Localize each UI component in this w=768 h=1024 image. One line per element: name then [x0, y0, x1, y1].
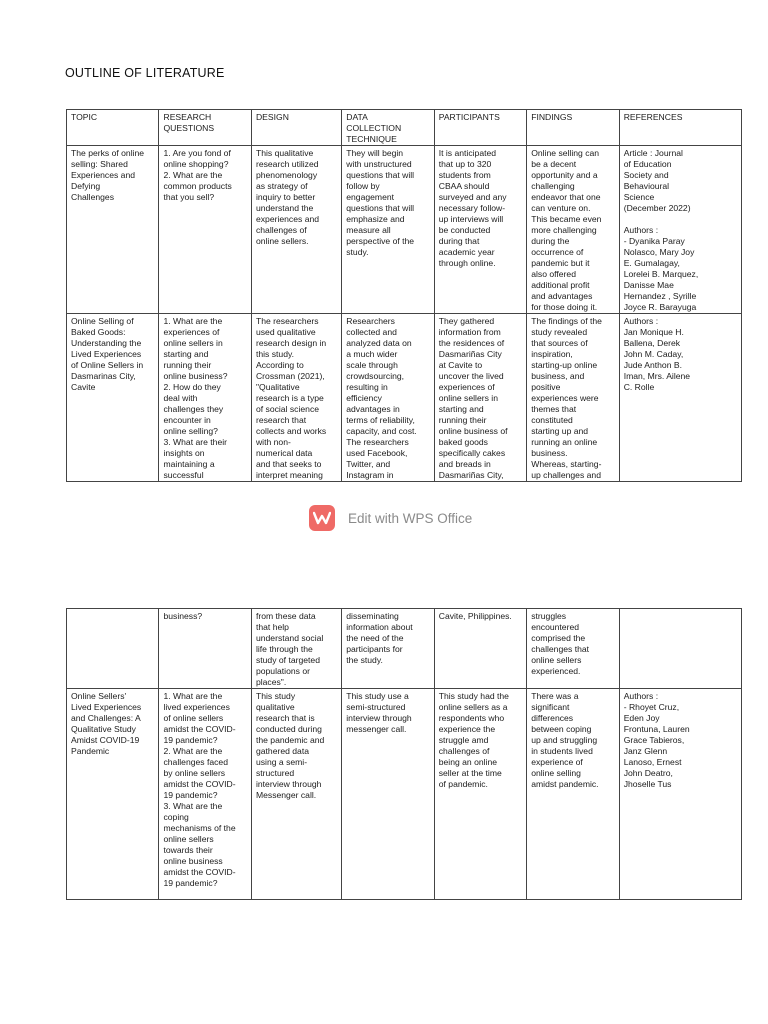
cell-references	[619, 609, 741, 689]
cell-topic	[67, 609, 159, 689]
wps-watermark[interactable]	[309, 504, 472, 532]
table-header-row	[67, 110, 742, 146]
cell-design: This qualitative research utilized phenomenology as strategy of inquiry to better understand the experiences and challenges of online sellers.	[251, 146, 341, 314]
cell-design: from these data that help understand social life through the study of targeted populations or places".	[251, 609, 341, 689]
cell-research-questions: 1. What are the experiences of online sellers in starting and running their online business? 2. How do they deal with challenges they encounter in online selling? 3. What are their insights on maintaining a successful	[159, 314, 251, 482]
table-row	[67, 689, 742, 900]
cell-findings: struggles encountered comprised the challenges that online sellers experienced.	[527, 609, 619, 689]
cell-references: Article : Journal of Education Society and Behavioural Science (December 2022) Authors : - Dyanika Paray Nolasco, Mary Joy E. Gumalagay, Lorelei B. Marquez, Danisse Mae Hernandez , Syrille Joyce R. Barayuga	[619, 146, 741, 314]
cell-references: Authors : - Rhoyet Cruz, Eden Joy Frontuna, Lauren Grace Tabieros, Janz Glenn Lanoso, Ernest John Deatro, Jhoselle Tus	[619, 689, 741, 900]
cell-topic: The perks of online selling: Shared Experiences and Defying Challenges	[67, 146, 159, 314]
table-row	[67, 314, 742, 482]
cell-design: The researchers used qualitative research design in this study. According to Crossman (2021), "Qualitative research is a type of social science research that collects and works with non- numerical data and that seeks to interpret meaning	[251, 314, 341, 482]
header-findings: FINDINGS	[527, 110, 619, 146]
header-design: DESIGN	[251, 110, 341, 146]
cell-findings: The findings of the study revealed that sources of inspiration, starting-up online business, and positive experiences were themes that constituted starting up and running an online business. Whereas, starting- up challenges and	[527, 314, 619, 482]
cell-participants: They gathered information from the residences of Dasmariñas City at Cavite to uncover the lived experiences of online sellers in starting and running their online business of baked goods specifically cakes and breads in Dasmariñas City,	[434, 314, 526, 482]
wps-watermark-label: Edit with WPS Office	[348, 510, 473, 526]
cell-data-collection: They will begin with unstructured questions that will follow by engagement questions that will emphasize and measure all perspective of the study.	[342, 146, 434, 314]
cell-topic: Online Sellers' Lived Experiences and Challenges: A Qualitative Study Amidst COVID-19 Pandemic	[67, 689, 159, 900]
cell-participants: Cavite, Philippines.	[434, 609, 526, 689]
header-participants: PARTICIPANTS	[434, 110, 526, 146]
cell-topic: Online Selling of Baked Goods: Understanding the Lived Experiences of Online Sellers in Dasmarinas City, Cavite	[67, 314, 159, 482]
cell-research-questions: 1. Are you fond of online shopping? 2. What are the common products that you sell?	[159, 146, 251, 314]
wps-logo-icon	[309, 505, 335, 531]
header-topic: TOPIC	[67, 110, 159, 146]
header-research-questions: RESEARCH QUESTIONS	[159, 110, 251, 146]
literature-table-page1	[66, 109, 742, 482]
page-title: OUTLINE OF LITERATURE	[65, 66, 225, 80]
cell-references: Authors : Jan Monique H. Ballena, Derek John M. Caday, Jude Anthon B. Iman, Mrs. Ailene C. Rolle	[619, 314, 741, 482]
cell-data-collection: This study use a semi-structured interview through messenger call.	[342, 689, 434, 900]
table-row	[67, 609, 742, 689]
cell-participants: It is anticipated that up to 320 students from CBAA should surveyed and any necessary follow- up interviews will be conducted during that academic year through online.	[434, 146, 526, 314]
cell-findings: There was a significant differences between coping up and struggling in students lived experience of online selling amidst pandemic.	[527, 689, 619, 900]
header-data-collection: DATA COLLECTION TECHNIQUE	[342, 110, 434, 146]
literature-table-page2	[66, 608, 742, 900]
header-references: REFERENCES	[619, 110, 741, 146]
cell-findings: Online selling can be a decent opportunity and a challenging endeavor that one can venture on. This became even more challenging during the occurrence of pandemic but it also offered additional profit and advantages for those doing it.	[527, 146, 619, 314]
cell-research-questions: business?	[159, 609, 251, 689]
cell-data-collection: disseminating information about the need of the participants for the study.	[342, 609, 434, 689]
cell-design: This study qualitative research that is conducted during the pandemic and gathered data using a semi- structured interview through Messenger call.	[251, 689, 341, 900]
table-row	[67, 146, 742, 314]
cell-data-collection: Researchers collected and analyzed data on a much wider scale through crowdsourcing, resulting in efficiency advantages in terms of reliability, capacity, and cost. The researchers used Facebook, Twitter, and Instagram in	[342, 314, 434, 482]
cell-participants: This study had the online sellers as a respondents who experience the struggle amd challenges of being an online seller at the time of pandemic.	[434, 689, 526, 900]
cell-research-questions: 1. What are the lived experiences of online sellers amidst the COVID- 19 pandemic? 2. What are the challenges faced by online sellers amidst the COVID- 19 pandemic? 3. What are the coping mechanisms of the online sellers towards their online business amidst the COVID- 19 pandemic?	[159, 689, 251, 900]
